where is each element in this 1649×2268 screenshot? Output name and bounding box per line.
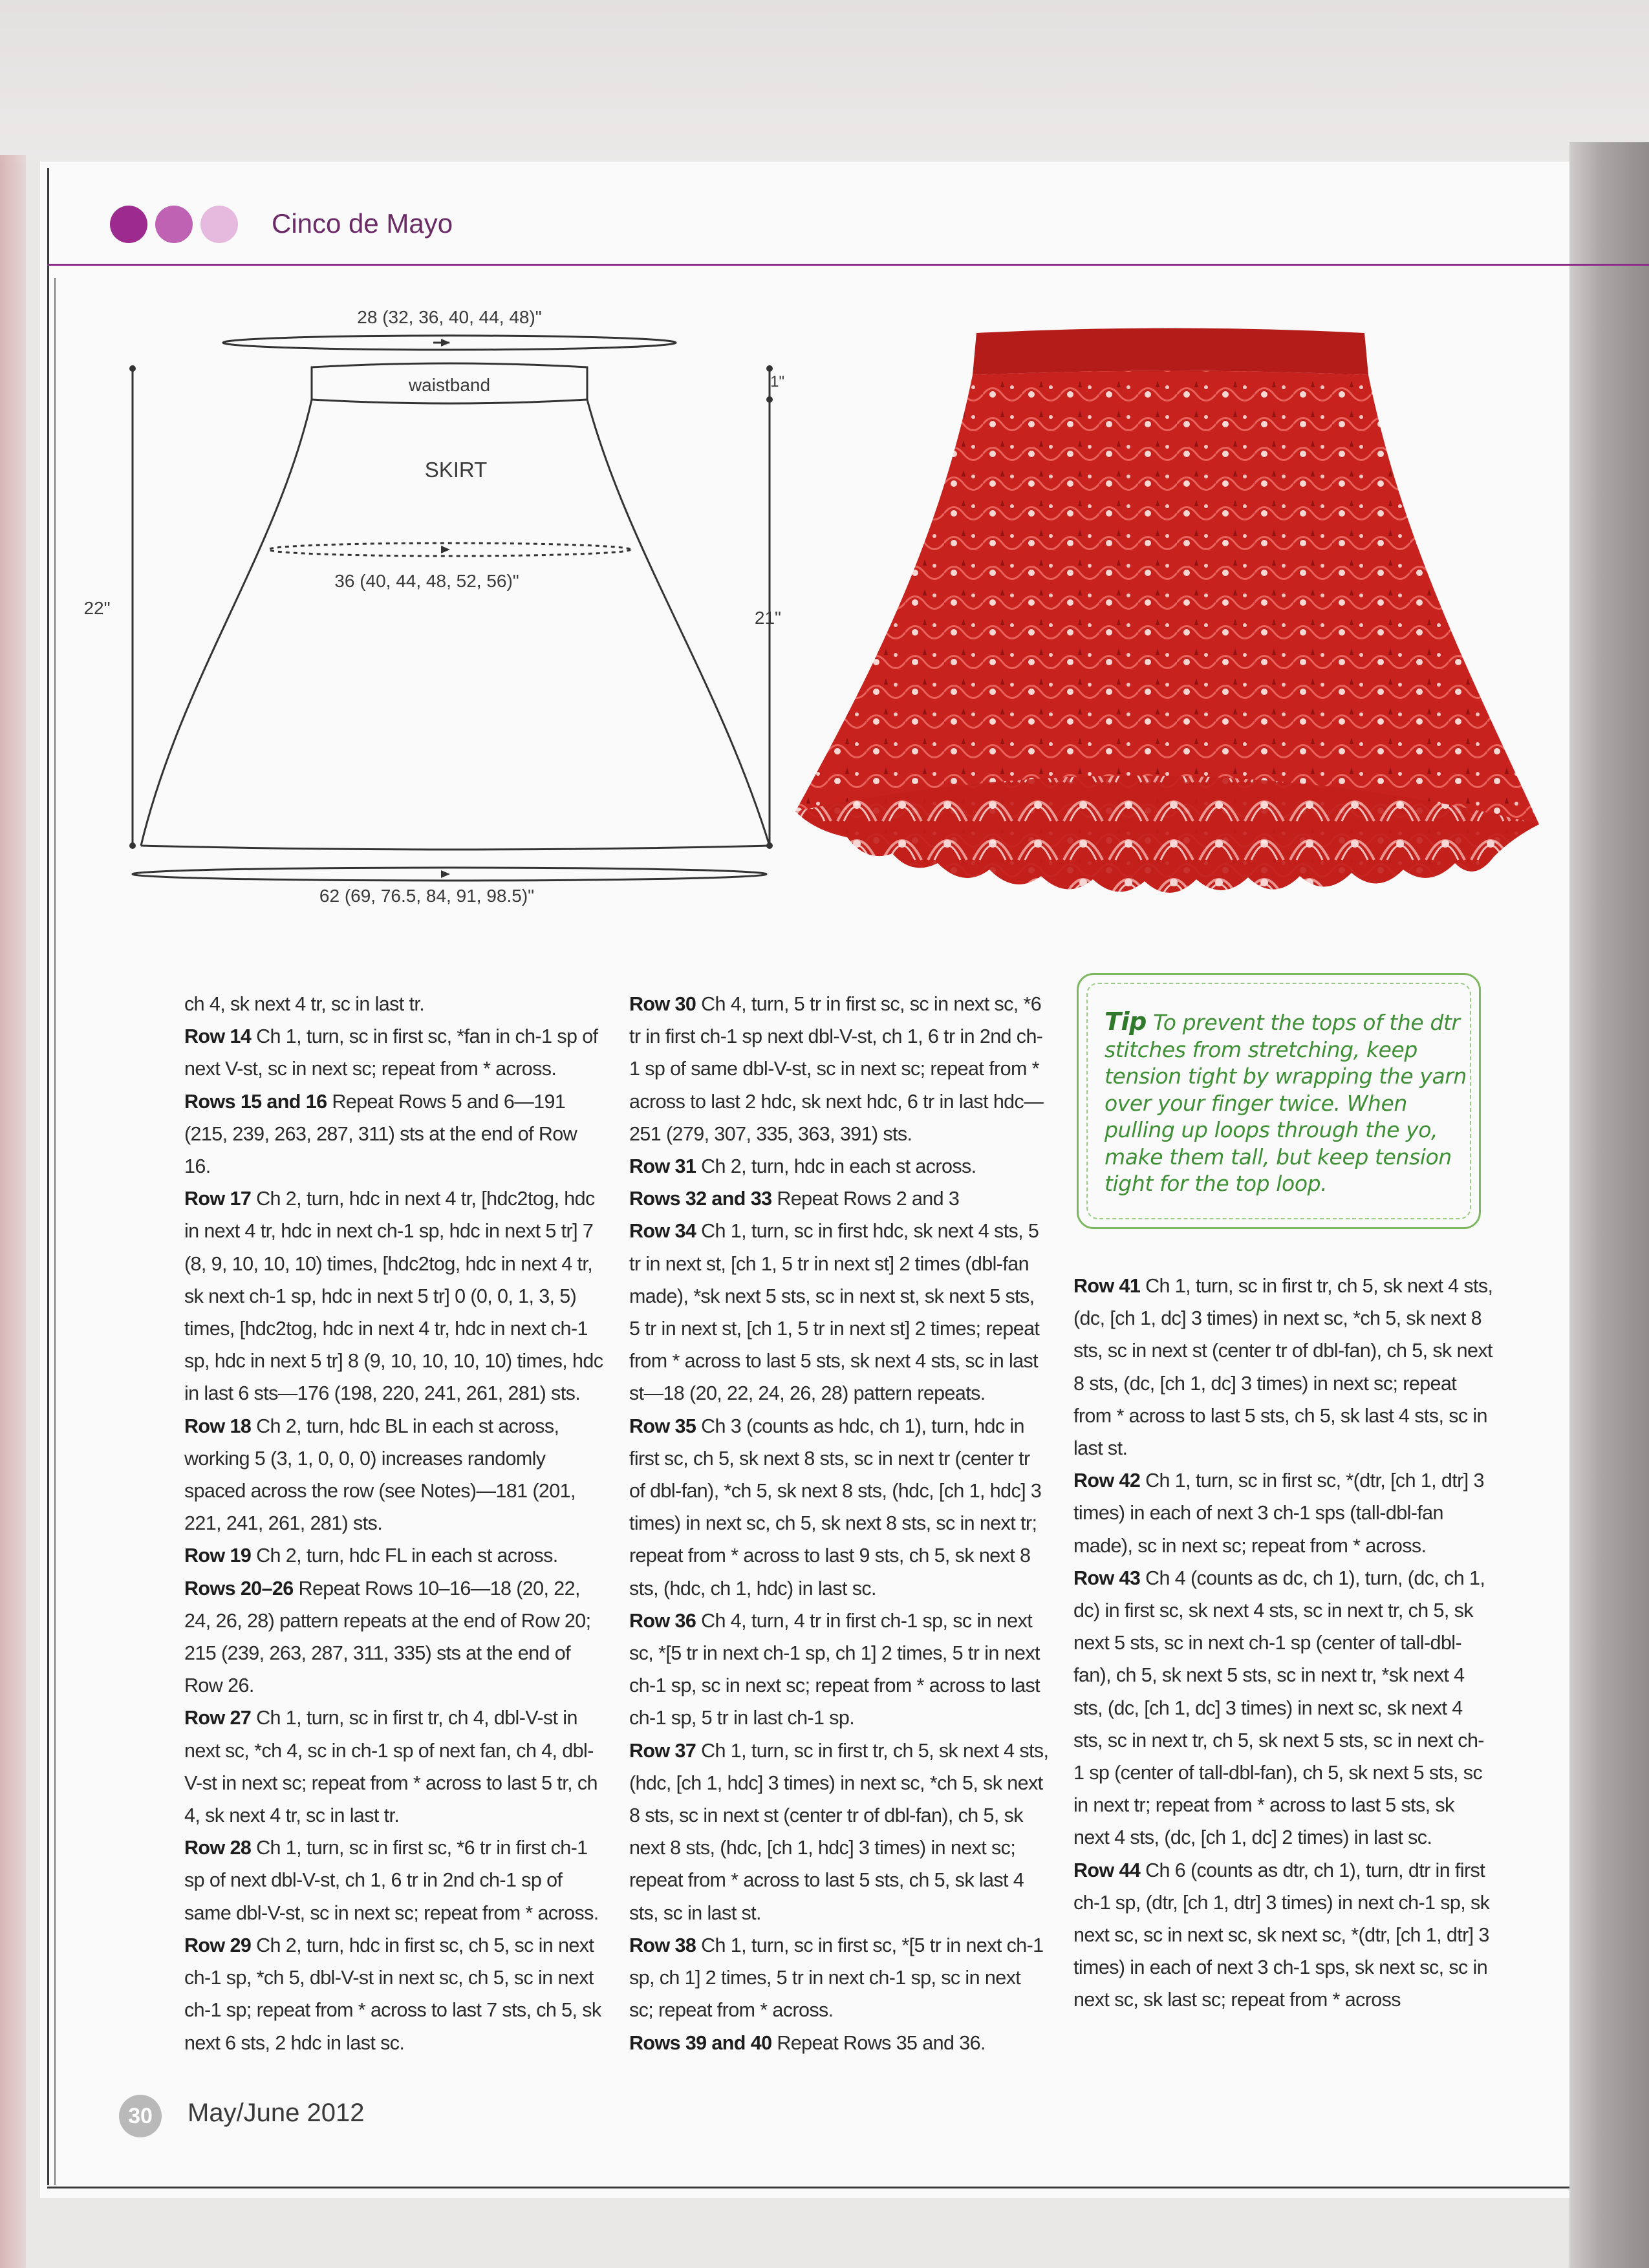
row-text: Repeat Rows 5 and 6—191 (215, 239, 263, 287, 311) sts at the end of Row 16.: [184, 1090, 577, 1178]
waistband-height-label: 1": [770, 373, 784, 390]
skirt-photo: [789, 320, 1552, 915]
dot-dark-icon: [110, 206, 147, 243]
instruction-row: [629, 2027, 1050, 2059]
instruction-row: [184, 1086, 605, 1183]
row-text: Ch 2, turn, hdc in first sc, ch 5, sc in next ch-1 sp, *ch 5, dbl-V-st in next sc, ch 5, sc in next ch-1 sp; repeat from * across to last 7 sts, ch 5, sk next 6 sts, 2 hdc in last sc.: [184, 1934, 601, 2054]
row-text: Ch 4, turn, 4 tr in first ch-1 sp, sc in next sc, *[5 tr in next ch-1 sp, ch 1] 2 times, 5 tr in next ch-1 sp, sc in next sc; repeat from * across to last ch-1 sp, 5 tr in last ch-1 sp.: [629, 1609, 1040, 1729]
instructions-column-2: [629, 988, 1050, 2059]
page-number: 30: [119, 2095, 162, 2137]
instruction-row: [629, 1215, 1050, 1409]
instruction-row: [629, 1735, 1050, 1929]
page-border-left: [47, 168, 49, 2185]
row-text: Ch 4 (counts as dc, ch 1), turn, (dc, ch 1, dc) in first sc, sk next 4 sts, sc in next tr, ch 5, sk next 5 sts, sc in next ch-1 sp (center of tall-dbl-fan), ch 5, sk next 5 sts, sc in next tr, *sk next 4 sts, (dc, [ch 1, dc] 3 times) in next sc, sk next 4 sts, sc in next tr, ch 5, sk next 5 sts, sc in next ch-1 sp (center of tall-dbl-fan), ch 5, sk next 5 sts, sc in next tr; repeat from * across to last 5 sts, sk next 4 sts, (dc, [ch 1, dc] 2 times) in last sc.: [1073, 1567, 1485, 1849]
dot-light-icon: [200, 206, 238, 243]
skirt-schematic: [84, 291, 782, 925]
tip-body: To prevent the tops of the dtr stitches from stretching, keep tension tight by wrapping the yarn over your finger twice. When pulling up loops through the yo, make them tall, but keep tension tight for the top loop.: [1105, 1010, 1467, 1196]
instruction-row: [184, 1020, 605, 1085]
row-text: Ch 4, turn, 5 tr in first sc, sc in next sc, *6 tr in first ch-1 sp next dbl-V-st, ch 1, 6 tr in 2nd ch-1 sp of same dbl-V-st, sc in next sc; repeat from * across to last 2 hdc, sk next hdc, 6 tr in last hdc—251 (279, 307, 335, 363, 391) sts.: [629, 993, 1044, 1145]
total-length-label: 22": [83, 598, 111, 618]
row-label: Row 34: [629, 1220, 696, 1243]
row-text: Ch 6 (counts as dtr, ch 1), turn, dtr in first ch-1 sp, (dtr, [ch 1, dtr] 3 times) in next ch-1 sp, sk next sc, sc in next sc, sk next sc, *(dtr, [ch 1, dtr] 3 times) in each of next 3 ch-1 sps, sk next sc, sc in next sc, sk last sc; repeat from * across: [1073, 1859, 1490, 2011]
instruction-row: [629, 1929, 1050, 2027]
row-text: Ch 2, turn, hdc in next 4 tr, [hdc2tog, hdc in next 4 tr, hdc in next ch-1 sp, hdc in next 5 tr] 7 (8, 9, 10, 10, 10) times, [hdc2tog, hdc in next 4 tr, sk next ch-1 sp, hdc in next 5 tr] 0 (0, 0, 1, 3, 5) times, [hdc2tog, hdc in next 4 tr, hdc in next ch-1 sp, hdc in next 5 tr] 8 (9, 10, 10, 10, 10) times, hdc in last 6 sts—176 (198, 220, 241, 261, 281) sts.: [184, 1188, 603, 1405]
row-text: Ch 2, turn, hdc BL in each st across, working 5 (3, 1, 0, 0, 0) increases randomly spaced across the row (see Notes)—181 (201, 221, 241, 261, 281) sts.: [184, 1415, 576, 1535]
row-text: Ch 1, turn, sc in first tr, ch 5, sk next 4 sts, (dc, [ch 1, dc] 3 times) in next sc, *ch 5, sk next 8 sts, sc in next st (center tr of dbl-fan), ch 5, sk next 8 sts, (dc, [ch 1, dc] 3 times) in next sc; repeat from * across to last 5 sts, ch 5, sk last 4 sts, sc in last st.: [1073, 1275, 1493, 1460]
row-label: Row 27: [184, 1707, 252, 1729]
instruction-row: [1073, 1270, 1494, 1464]
row-label: Row 43: [1073, 1567, 1141, 1589]
row-text: Ch 1, turn, sc in first hdc, sk next 4 sts, 5 tr in next st, [ch 1, 5 tr in next st] 2 times (dbl-fan made), *sk next 5 sts, sc in next st, sk next 5 sts, 5 tr in next st, [ch 1, 5 tr in next st] 2 times; repeat from * across to last 5 sts, sk next 4 sts, sc in last st—18 (20, 22, 24, 26, 28) pattern repeats.: [629, 1220, 1040, 1405]
dot-medium-icon: [155, 206, 193, 243]
row-label: Row 38: [629, 1934, 696, 1956]
row-label: Row 44: [1073, 1859, 1141, 1881]
waist-measure: 28 (32, 36, 40, 44, 48)": [357, 307, 542, 327]
instructions-column-1: [184, 988, 605, 2059]
row-label: Row 14: [184, 1025, 252, 1048]
header-rule: [47, 264, 1649, 266]
instruction-text: ch 4, sk next 4 tr, sc in last tr.: [184, 993, 425, 1015]
row-label: Row 36: [629, 1609, 696, 1632]
row-text: Ch 1, turn, sc in first tr, ch 4, dbl-V-st in next sc, *ch 4, sc in ch-1 sp of next fan, ch 4, dbl-V-st in next sc; repeat from * across to last 5 tr, ch 4, sk next 4 tr, sc in last tr.: [184, 1707, 598, 1827]
row-label: Row 35: [629, 1415, 696, 1437]
row-label: Row 19: [184, 1545, 252, 1567]
tip-text: [1105, 1009, 1467, 1197]
row-label: Rows 20–26: [184, 1577, 294, 1599]
section-title: Cinco de Mayo: [272, 208, 453, 239]
instructions-column-3: [1073, 1270, 1494, 2017]
row-label: Row 42: [1073, 1470, 1141, 1492]
row-text: Ch 1, turn, sc in first sc, *(dtr, [ch 1, dtr] 3 times) in each of next 3 ch-1 sps (tall-dbl-fan made), sc in next sc; repeat from * across.: [1073, 1470, 1484, 1557]
instruction-row: [629, 1150, 1050, 1182]
tip-label: Tip: [1105, 1007, 1147, 1036]
row-text: Ch 2, turn, hdc in each st across.: [701, 1155, 976, 1178]
instruction-row: [1073, 1464, 1494, 1562]
row-text: Ch 2, turn, hdc FL in each st across.: [256, 1545, 558, 1567]
facing-page-edge: [0, 155, 26, 2268]
issue-date: May/June 2012: [188, 2099, 365, 2127]
instruction-row: [184, 1410, 605, 1540]
instruction-row: [629, 1182, 1050, 1215]
scan-background: [0, 0, 1649, 162]
page-border-bottom: [47, 2187, 1569, 2188]
row-label: Row 17: [184, 1188, 252, 1210]
row-text: Ch 1, turn, sc in first sc, *6 tr in first ch-1 sp of next dbl-V-st, ch 1, 6 tr in 2nd ch-1 sp of same dbl-V-st, sc in next sc; repeat from * across.: [184, 1837, 599, 1924]
waistband-label: waistband: [408, 375, 491, 395]
instruction-row: [629, 988, 1050, 1150]
row-text: Ch 1, turn, sc in first tr, ch 5, sk next 4 sts, (hdc, [ch 1, hdc] 3 times) in next sc, *ch 5, sk next 8 sts, sc in next st (center tr of dbl-fan), ch 5, sk next 8 sts, (hdc, [ch 1, hdc] 3 times) in next sc; repeat from * across to last 5 sts, ch 5, sk last 4 sts, sc in last st.: [629, 1739, 1049, 1924]
instruction-row: [1073, 1854, 1494, 2017]
row-label: Rows 39 and 40: [629, 2031, 772, 2054]
skirt-length-label: 21": [754, 608, 781, 628]
hem-measure: 62 (69, 76.5, 84, 91, 98.5)": [319, 886, 535, 906]
instruction-row: [184, 1572, 605, 1702]
instruction-row: [184, 1182, 605, 1409]
section-dots: [110, 206, 238, 243]
row-label: Row 18: [184, 1415, 252, 1437]
row-text: Repeat Rows 2 and 3: [777, 1188, 960, 1210]
skirt-label: SKIRT: [424, 458, 488, 482]
row-label: Row 29: [184, 1934, 252, 1956]
row-label: Row 28: [184, 1837, 252, 1859]
instruction-row: [629, 1605, 1050, 1735]
row-text: Ch 3 (counts as hdc, ch 1), turn, hdc in first sc, ch 5, sk next 8 sts, sc in next tr (center tr of dbl-fan), *ch 5, sk next 8 sts, (hdc, [ch 1, hdc] 3 times) in next sc, ch 5, sk next 8 sts, sc in next tr; repeat from * across to last 9 sts, ch 5, sk next 8 sts, (hdc, ch 1, hdc) in last sc.: [629, 1415, 1042, 1599]
row-label: Rows 32 and 33: [629, 1188, 772, 1210]
instruction-row: [184, 1929, 605, 2059]
row-label: Row 30: [629, 993, 696, 1015]
row-label: Row 31: [629, 1155, 696, 1178]
row-text: Repeat Rows 35 and 36.: [777, 2031, 986, 2054]
row-text: Ch 1, turn, sc in first sc, *[5 tr in next ch-1 sp, ch 1] 2 times, 5 tr in next ch-1 sp, sc in next sc; repeat from * across.: [629, 1934, 1044, 2022]
row-text: Repeat Rows 10–16—18 (20, 22, 24, 26, 28) pattern repeats at the end of Row 20; 215 (239, 263, 287, 311, 335) sts at the end of Row 26.: [184, 1577, 591, 1697]
row-label: Row 37: [629, 1739, 696, 1762]
hip-measure: 36 (40, 44, 48, 52, 56)": [334, 571, 519, 591]
row-label: Rows 15 and 16: [184, 1090, 327, 1113]
row-text: Ch 1, turn, sc in first sc, *fan in ch-1 sp of next V-st, sc in next sc; repeat from * across.: [184, 1025, 598, 1080]
row-label: Row 41: [1073, 1275, 1141, 1297]
instruction-row: [184, 1539, 605, 1572]
page-gutter-shadow: [1569, 142, 1649, 2268]
instruction-row: [184, 1832, 605, 1929]
instruction-row: [629, 1410, 1050, 1605]
tip-box: [1077, 973, 1481, 1229]
page-border-inner: [54, 278, 56, 2185]
instruction-row: [184, 1702, 605, 1832]
instruction-row: [1073, 1562, 1494, 1854]
